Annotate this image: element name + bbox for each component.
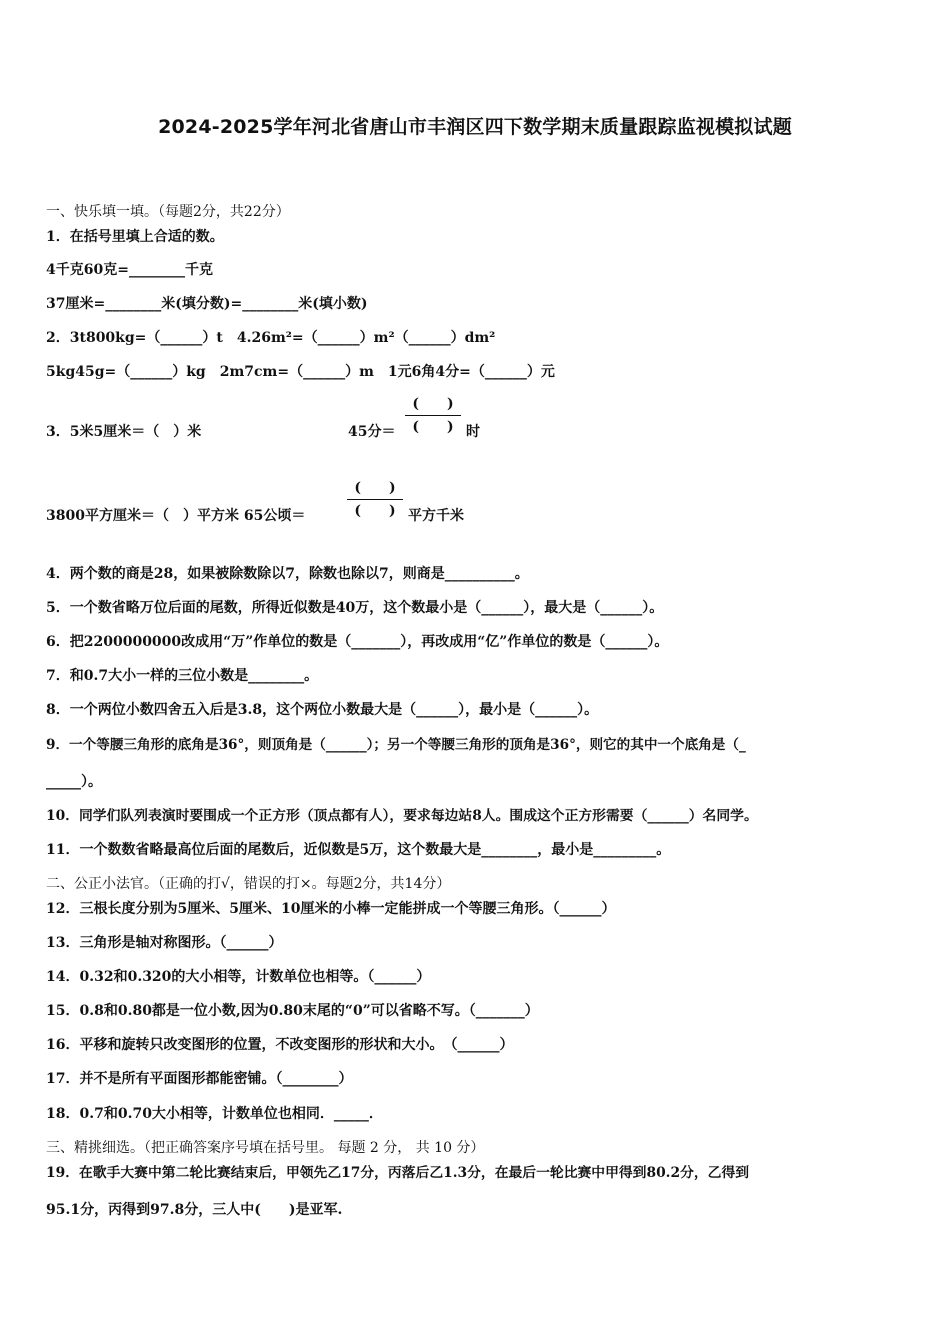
question-13: 13．三角形是轴对称图形。（______） [46,935,283,951]
question-18: 18．0.7和0.70大小相等，计数单位也相同．_____． [46,1106,383,1122]
section-heading-1: 一、快乐填一填。（每题2分，共22分） [46,204,290,220]
question-3a-right: 时 [466,424,480,440]
question-10: 10．同学们队列表演时要围成一个正方形（顶点都有人），要求每边站8人。围成这个正方形需要（______）名同学。 [46,808,758,824]
question-6: 6．把2200000000改成用“万”作单位的数是（_______），再改成用“亿”作单位的数是（______）。 [46,634,669,650]
question-7: 7．和0.7大小一样的三位小数是________。 [46,668,319,684]
question-15: 15．0.8和0.80都是一位小数,因为0.80末尾的“0”可以省略不写。（_______） [46,1003,539,1019]
question-17: 17．并不是所有平面图形都能密铺。（________） [46,1071,353,1087]
section-heading-3: 三、精挑细选。（把正确答案序号填在括号里。 每题 2 分， 共 10 分） [46,1140,485,1156]
question-14: 14．0.32和0.320的大小相等，计数单位也相等。（______） [46,969,431,985]
question-16: 16．平移和旋转只改变图形的位置，不改变图形的形状和大小。 （______） [46,1037,514,1053]
fraction-numerator: ( ) [354,480,396,496]
fraction-bar [347,499,403,500]
section-heading-2: 二、公正小法官。（正确的打√，错误的打×。每题2分，共14分） [46,876,451,892]
question-12: 12．三根长度分别为5厘米、5厘米、10厘米的小棒一定能拼成一个等腰三角形。（______） [46,901,616,917]
question-2b: 5kg45g=（______）kg 2m7cm=（______）m 1元6角4分=（______）元 [46,364,555,380]
question-3a-left: 3．5米5厘米＝（ ）米 [46,424,202,440]
fraction-denominator: ( ) [354,503,396,519]
question-19b: 95.1分，丙得到97.8分，三人中( )是亚军. [46,1202,343,1218]
fraction-sqkm [346,479,404,520]
question-4: 4．两个数的商是28，如果被除数除以7，除数也除以7，则商是__________。 [46,566,529,582]
fraction-bar [405,415,461,416]
question-3a-mid: 45分＝ [348,424,396,440]
question-5: 5．一个数省略万位后面的尾数，所得近似数是40万，这个数最小是（______），最大是（______）。 [46,600,664,616]
question-9b: _____）。 [46,774,102,790]
question-8: 8．一个两位小数四舍五入后是3.8，这个两位小数最大是（______），最小是（______）。 [46,702,599,718]
question-3b-left: 3800平方厘米＝（ ）平方米 65公顷＝ [46,508,306,524]
question-11: 11．一个数数省略最高位后面的尾数后，近似数是5万，这个数最大是________，最小是_________。 [46,842,671,858]
question-9a: 9．一个等腰三角形的底角是36°，则顶角是（______）；另一个等腰三角形的顶角是36°，则它的其中一个底角是（_ [46,737,746,753]
question-1: 1．在括号里填上合适的数。 [46,229,224,245]
question-1a: 4千克60克=________千克 [46,262,213,278]
question-2a: 2．3t800kg=（______）t 4.26m²=（______）m²（______）dm² [46,330,496,346]
question-3b-right: 平方千米 [408,508,464,524]
question-1b: 37厘米=________米(填分数)=________米(填小数) [46,296,368,312]
fraction-denominator: ( ) [412,419,454,435]
page-title: 2024-2025学年河北省唐山市丰润区四下数学期末质量跟踪监视模拟试题 [158,116,792,138]
fraction-numerator: ( ) [412,396,454,412]
question-19a: 19．在歌手大赛中第二轮比赛结束后，甲领先乙17分，丙落后乙1.3分，在最后一轮比赛中甲得到80.2分，乙得到 [46,1165,750,1181]
fraction-hours [404,395,462,436]
